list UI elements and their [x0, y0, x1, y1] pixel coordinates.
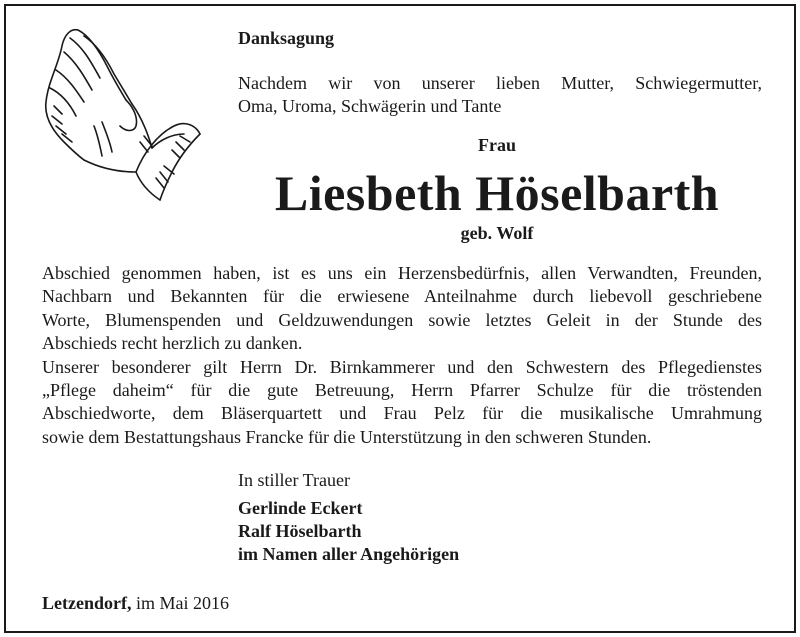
deceased-name: Liesbeth Höselbarth — [274, 165, 720, 221]
body-line: Abschiedworte, dem Bläserquartett und Frau Pelz für die musikalische Umrahmung — [42, 403, 762, 424]
notice-heading: Danksagung — [238, 28, 335, 48]
body-line: Abschieds recht herzlich zu danken. — [42, 333, 303, 354]
body-line: Abschied genommen haben, ist es uns ein Herzensbedürfnis, allen Verwandten, Freunden, — [42, 263, 762, 283]
mourning-line: In stiller Trauer — [238, 470, 350, 490]
body-line: „Pflege daheim“ für die gute Betreuung, Herrn Pfarrer Schulze für die tröstenden — [42, 380, 762, 401]
body-text — [42, 262, 762, 449]
signer-relatives: im Namen aller Angehörigen — [238, 544, 460, 564]
place: Letzendorf, — [42, 593, 132, 613]
signer-name: Gerlinde Eckert — [238, 498, 363, 518]
intro-text — [238, 72, 762, 118]
body-line: sowie dem Bestattungshaus Francke für die Unterstützung in den schweren Stunden. — [42, 426, 652, 447]
intro-line: Nachdem wir von unserer lieben Mutter, Schwiegermutter, — [238, 73, 762, 93]
body-line: Unserer besonderer gilt Herrn Dr. Birnkammerer und den Schwestern des Pflegedienstes — [42, 356, 762, 377]
intro-line: Oma, Uroma, Schwägerin und Tante — [238, 96, 502, 116]
signer-name: Ralf Höselbarth — [238, 521, 362, 541]
body-line: Nachbarn und Bekannten für die erwiesene Anteilnahme durch liebevoll geschriebene — [42, 286, 762, 307]
date: im Mai 2016 — [135, 593, 229, 613]
place-date — [42, 593, 229, 614]
body-line: Worte, Blumenspenden und Geldzuwendungen sowie letztes Geleit in der Stunde des — [42, 309, 762, 330]
maiden-name: geb. Wolf — [460, 223, 534, 243]
salutation: Frau — [478, 135, 516, 155]
